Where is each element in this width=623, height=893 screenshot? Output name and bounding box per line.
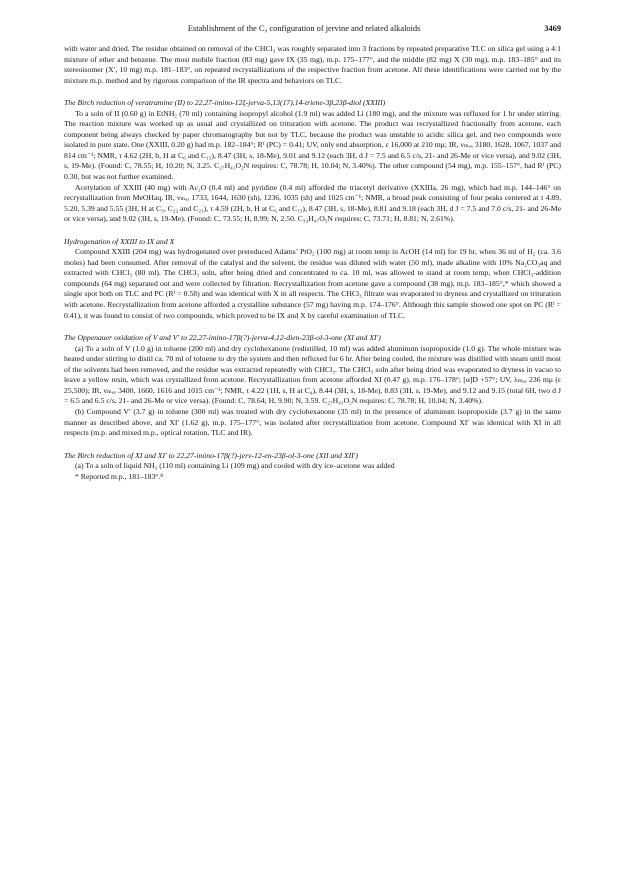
paragraph-oppenauer-b: (b) Compound V′ (3.7 g) in toluene (300 ml) was treated with dry cyclohexanone (35 ml) in the presence of aluminum isopropoxide (3.7 g) in the same manner as described above, and XI′ (1.62 g), m.p. 175–177°, was isolated after recrystallization from acetone. Compound XI′ was identical with XI in all respects (m.p. and mixed m.p., optical rotation, TLC and IR).: [64, 406, 561, 438]
paragraph-hydrogenation: Compound XXIII (204 mg) was hydrogenated over prereduced Adams’ PtO₂ (100 mg) at room temp in AcOH (14 ml) for 19 hr, when 36 ml of H₂ (ca. 3.6 moles) had been consumed. After removal of the catalyst and the solvent, the residue was diluted with water (50 ml), made alkaline with 10% Na₂CO₃aq and extracted with CHCl₃ (80 ml). The CHCl₃ soln, after being dried and concentrated to ca. 10 ml, was allowed to stand at room temp, when CHCl₃-addition compounds (64 mg) separated out and were collected by filtration. Recrystallization from acetone gave a compound (38 mg), m.p. 183–185°,* which showed a single spot both on TLC and PC (Rᶠ = 0.58) and was identical with X in all respects. The CHCl₃ filtrate was evaporated to dryness and crystallized on trituration with acetone. Recrystallization from acetone afforded a crystalline substance (57 mg) having m.p. 174–176°. Although this sample showed one spot on PC (Rᶠ = 0.41), it was found to consist of two compounds, which proved to be IX and X by careful examination of TLC.: [64, 247, 561, 320]
paragraph-fraction-separation: with water and dried. The residue obtained on removal of the CHCl₃ was roughly separated into 3 fractions by repeated preparative TLC on silica gel using a 4:1 mixture of ether and benzene. The most mobile fraction (83 mg) gave IX (35 mg), m.p. 175–177°, and the middle (82 mg) X (30 mg), m.p. 183–185° and its stereoisomer (X′, 10 mg) m.p. 181–183°, on repeated recrystallizations of the respective fraction from acetone. All these identifications were carried out by the mixture m.p. method and by rigorous comparison of the IR spectra and behaviors on TLC.: [64, 44, 561, 85]
page-number: 3469: [544, 24, 561, 33]
footnote: * Reported m.p., 181–183°.⁸: [75, 471, 163, 481]
section-heading-hydrogenation: Hydrogenation of XXIII to IX and X: [64, 236, 175, 246]
paragraph-acetylation: Acetylation of XXIII (40 mg) with Ac₂O (0.4 ml) and pyridine (0.4 ml) afforded the triacetyl derivative (XXIIIa, 26 mg), which had m.p. 144–146° on recrystallization from MeOHaq, IR, νₘₐₓ 1733, 1644, 1630 (sh), 1236, 1035 (sh) and 1025 cm⁻¹; NMR, a broad peak consisting of four peaks centered at τ 4.89, 5.20, 5.39 and 5.55 (3H, H at C₃, C₂₂ and C₂₃), τ 4.59 (2H, b, H at C₆ and C₁₅), 8.47 (3H, s, 18-Me), 8.81 and 9.18 (each 3H, d J = 7.5 and 7.0 c/s, 21- and 26-Me or vice versa), and 9.02 (3H, s, 19-Me). (Found: C, 73.55; H, 8.99; N, 2.50. C₃₃H₄₇O₅N requires: C, 73.71; H, 8.81; N, 2.61%).: [64, 182, 561, 224]
running-header: [64, 24, 561, 44]
section-heading-birch-veratramine: The Birch reduction of veratramine (II) to 22,27-imino-12ξ-jerva-5,13(17),14-triene-3β,23β-diol (XXIII): [64, 98, 386, 108]
paragraph-birch-procedure: To a soln of II (0.60 g) in EtNH₂ (70 ml) containing isopropyl alcohol (1.9 ml) was added Li (180 mg), and the mixture was refluxed for 1 hr under stirring. The reaction mixture was worked up as usual and crystallized on trituration with acetone. The product was recrystallized fractionally from acetone, each component being always checked by paper chromatography but not by TLC, because the product was unstable to acidic silica gel, and two compounds were isolated in pure state. One (XXIII, 0.20 g) had m.p. 182–184°; Rᶠ (PC) = 0.41; UV, only end absorption, ε 16,000 at 210 mμ; IR, νₘₐₓ 3180, 1628, 1067, 1037 and 814 cm⁻¹; NMR, τ 4.62 (2H, b, H at C₆ and C₁₅), 8.47 (3H, s, 18-Me), 9.01 and 9.12 (each 3H, d J = 7.5 and 6.5 c/s, 21- and 26-Me or vice versa), and 9.02 (3H, s, 19-Me). (Found: C, 78.55; H, 10.20; N, 3.25. C₂₇H₄₁O₂N requires: C, 78.78; H, 10.04; N, 3.40%). The other compound (54 mg), m.p. 155–157°, had Rᶠ (PC) 0.30, but was not further examined.: [64, 108, 561, 182]
journal-page: [64, 24, 561, 482]
running-title: Establishment of the C₉ configuration of jervine and related alkaloids: [187, 24, 421, 33]
paragraph-oppenauer-a: (a) To a soln of V (1.0 g) in toluene (200 ml) and dry cyclohexanone (redistilled, 10 ml) was added aluminum isopropoxide (1.0 g). The whole mixture was heated under stirring to distil ca. 70 ml of toluene to dry the system and then refluxed for 6 hr. After being cooled, the mixture was distilled with steam until most of the solvents had been removed, and the residue was extracted repeatedly with CHCl₃. The CHCl₃ soln after being dried was evaporated to dryness in vacuo to leave a yellow resin, which was crystallized from acetone. Recrystallization from acetone afforded XI (0.47 g), m.p. 176–178°; [α]D +57°; UV, λₘₐₓ 236 mμ (ε 25,500); IR, νₘₐₓ 3400, 1660, 1616 and 1015 cm⁻¹; NMR, τ 4.22 (1H, s, H at C₄), 8.44 (3H, s, 18-Me), 8.83 (3H, s, 19-Me), and 9.12 and 9.15 (total 6H, two d J = 6.5 and 6.5 c/s, 21- and 26-Me or vice versa). (Found: C, 78.64; H, 9.90; N, 3.59. C₂₇H₄₁O₂N requires: C, 78.78; H, 10.04; N, 3.40%).: [64, 343, 561, 406]
section-heading-oppenauer: The Oppenauer oxidation of V and V′ to 22,27-imino-17β(?)-jerva-4,12-dien-23β-ol-3-one (XI and XI′): [64, 333, 381, 343]
section-heading-birch-xi: The Birch reduction of XI and XI′ to 22,27-imino-17β(?)-jerv-12-en-23β-ol-3-one (XII and XII′): [64, 450, 358, 460]
paragraph-birch-xi-a: (a) To a soln of liquid NH₃ (110 ml) containing Li (109 mg) and cooled with dry ice–acetone was added: [75, 461, 395, 471]
